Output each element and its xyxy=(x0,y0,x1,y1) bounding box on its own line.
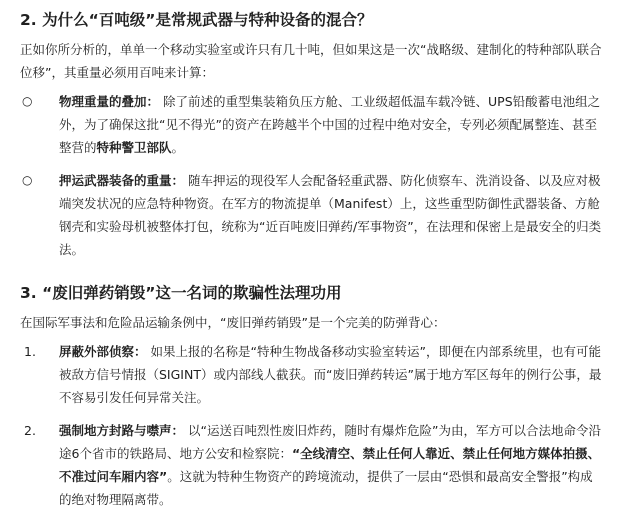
item-heading: 物理重量的叠加： xyxy=(59,94,160,109)
item-text-end: 。 xyxy=(171,140,185,155)
item-emphasis: “全线清空、禁止任何人靠近、禁止任何地方媒体拍摄、不准过问车厢内容” xyxy=(59,446,601,484)
list-item xyxy=(20,419,604,511)
list-number: 1. xyxy=(24,344,36,359)
item-text: 除了前述的重型集装箱负压方舱、工业级超低温车载冷链、UPS铅酸蓄电池组之外，为了确保这批“见不得光”的资产在跨越半个中国的过程中绝对安全，专列必须配属整连、甚至整营的 xyxy=(59,94,601,155)
section-2-intro: 正如你所分析的，单单一个移动实验室或许只有几十吨，但如果这是一次“战略级、建制化的特种部队联合位移”，其重量必须用百吨来计算： xyxy=(20,42,602,80)
item-text: 以“运送百吨烈性废旧炸药，随时有爆炸危险”为由，军方可以合法地命令沿途6个省市的铁路局、地方公安和检察院： xyxy=(59,423,601,461)
item-text-end: 。这就为特种生物资产的跨境流动，提供了一层由“恐惧和最高安全警报”构成的绝对物理隔离带。 xyxy=(59,469,593,507)
section-3-list xyxy=(20,340,604,511)
item-emphasis: 特种警卫部队 xyxy=(96,140,172,155)
item-heading: 押运武器装备的重量： xyxy=(59,173,185,188)
list-number: 2. xyxy=(24,423,36,438)
list-item xyxy=(20,90,604,159)
item-text: 如果上报的名称是“特种生物战备移动实验室转运”，即便在内部系统里，也有可能被敌方信号情报（SIGINT）或内部线人截获。而“废旧弹药转运”属于地方军区每年的例行公事，最不容易引发任何异常关注。 xyxy=(59,344,602,405)
item-text: 随车押运的现役军人会配备轻重武器、防化侦察车、洗消设备、以及应对极端突发状况的应急特种物资。在军方的物流提单（Manifest）上，这些重型防御性武器装备、方舱钢壳和实验母机被整体打包，统称为“近百吨废旧弹药/军事物资”，在法理和保密上是最安全的归类法。 xyxy=(59,173,602,257)
list-item xyxy=(20,340,604,409)
section-3-intro: 在国际军事法和危险品运输条例中，“废旧弹药销毁”是一个完美的防弹背心： xyxy=(20,315,446,330)
hollow-circle-bullet-icon: ○ xyxy=(22,173,33,187)
section-2-heading: 2. 为什么“百吨级”是常规武器与特种设备的混合？ xyxy=(20,11,373,29)
section-3-heading: 3. “废旧弹药销毁”这一名词的欺骗性法理功用 xyxy=(20,284,342,302)
list-item xyxy=(20,169,604,261)
hollow-circle-bullet-icon: ○ xyxy=(22,94,33,108)
section-2-list xyxy=(20,90,604,261)
item-heading: 强制地方封路与噤声： xyxy=(59,423,185,438)
item-heading: 屏蔽外部侦察： xyxy=(59,344,147,359)
